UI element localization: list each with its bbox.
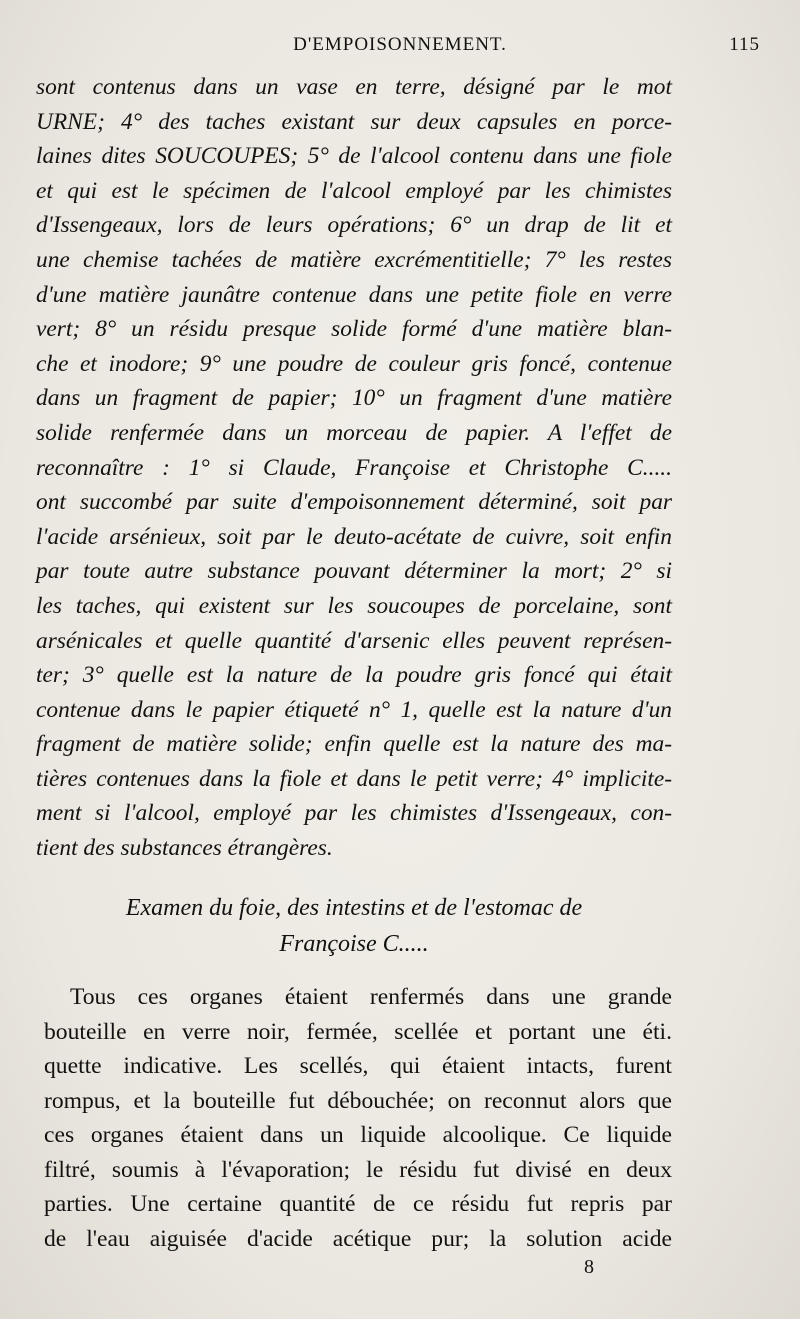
- text-line: une chemise tachées de matière excrémentitielle; 7° les restes: [36, 246, 672, 273]
- text-line: bouteille en verre noir, fermée, scellée et portant une éti.: [44, 1018, 672, 1045]
- text-line: ment si l'alcool, employé par les chimistes d'Issengeaux, con-: [36, 800, 672, 827]
- text-line: ces organes étaient dans un liquide alcoolique. Ce liquide: [44, 1122, 672, 1148]
- text-line: par toute autre substance pouvant déterminer la mort; 2° si: [36, 558, 672, 585]
- text-line: quette indicative. Les scellés, qui étaient intacts, furent: [44, 1053, 672, 1079]
- text-line: tient des substances étrangères.: [36, 835, 333, 862]
- body-paragraph: [44, 980, 672, 1256]
- continuation-paragraph: [36, 70, 672, 866]
- text-line: de l'eau aiguisée d'acide acétique pur; la solution acide: [44, 1225, 672, 1252]
- text-line: URNE; 4° des taches existant sur deux capsules en porce-: [36, 108, 672, 135]
- text-line: les taches, qui existent sur les soucoupes de porcelaine, sont: [36, 592, 672, 619]
- text-line: reconnaître : 1° si Claude, Françoise et Christophe C.....: [36, 454, 672, 481]
- text-line: Tous ces organes étaient renfermés dans une grande: [70, 984, 672, 1010]
- text-line: tières contenues dans la fiole et dans le petit verre; 4° implicite-: [36, 765, 672, 792]
- text-line: rompus, et la bouteille fut débouchée; on reconnut alors que: [44, 1087, 672, 1114]
- signature-mark: 8: [584, 1256, 594, 1278]
- text-line: laines dites SOUCOUPES; 5° de l'alcool contenu dans une fiole: [36, 143, 672, 170]
- section-heading: [36, 890, 672, 962]
- text-line: l'acide arsénieux, soit par le deuto-acétate de cuivre, soit enfin: [36, 523, 672, 550]
- running-head-title: D'EMPOISONNEMENT.: [293, 34, 507, 55]
- text-line: parties. Une certaine quantité de ce résidu fut repris par: [44, 1191, 672, 1217]
- text-line: filtré, soumis à l'évaporation; le résidu fut divisé en deux: [44, 1156, 672, 1183]
- running-head: [40, 34, 760, 60]
- text-line: et qui est le spécimen de l'alcool employé par les chimistes: [36, 177, 672, 204]
- text-line: contenue dans le papier étiqueté n° 1, quelle est la nature d'un: [36, 696, 672, 723]
- page-number: 115: [729, 34, 760, 55]
- text-line: arsénicales et quelle quantité d'arsenic elles peuvent représen-: [36, 627, 672, 654]
- text-line: d'Issengeaux, lors de leurs opérations; 6° un drap de lit et: [36, 212, 672, 239]
- section-heading-line: Examen du foie, des intestins et de l'estomac de: [125, 895, 583, 921]
- text-line: ter; 3° quelle est la nature de la poudre gris foncé qui était: [36, 662, 672, 689]
- text-line: vert; 8° un résidu presque solide formé d'une matière blan-: [36, 316, 672, 343]
- section-heading-line: Françoise C.....: [279, 931, 429, 957]
- text-line: d'une matière jaunâtre contenue dans une petite fiole en verre: [36, 281, 672, 308]
- text-line: che et inodore; 9° une poudre de couleur gris foncé, contenue: [36, 350, 672, 377]
- text-line: sont contenus dans un vase en terre, désigné par le mot: [36, 74, 672, 100]
- text-line: fragment de matière solide; enfin quelle est la nature des ma-: [36, 731, 672, 758]
- text-line: dans un fragment de papier; 10° un fragment d'une matière: [36, 385, 672, 412]
- text-line: solide renfermée dans un morceau de papier. A l'effet de: [36, 419, 672, 446]
- text-line: ont succombé par suite d'empoisonnement déterminé, soit par: [36, 489, 672, 516]
